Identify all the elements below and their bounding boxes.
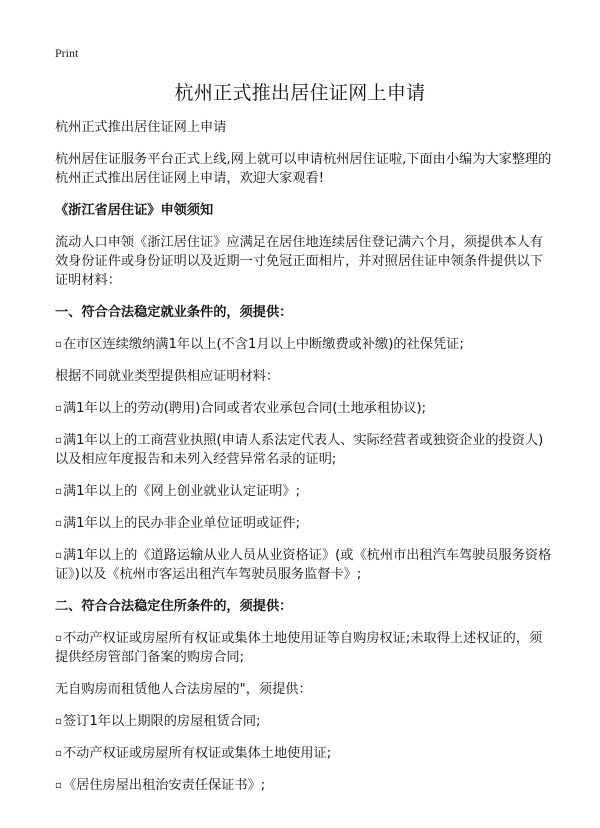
- intro-paragraph: 杭州居住证服务平台正式上线,网上就可以申请杭州居住证啦,下面由小编为大家整理的杭州正式推出居住证网上申请，欢迎大家观看!: [55, 152, 552, 186]
- list-item: [55, 712, 555, 731]
- bullet-icon: ▫: [55, 403, 62, 414]
- bullet-icon: ▫: [55, 518, 62, 529]
- residence-subnote: 无自购房而租赁他人合法房屋的"，须提供：: [55, 682, 312, 697]
- bullet-icon: ▫: [55, 716, 62, 727]
- bullet-icon: ▫: [55, 339, 62, 350]
- list-item: [55, 482, 555, 501]
- list-item-text: 满1年以上的《道路运输从业人员从业资格证》(或《杭州市出租汽车驾驶员服务资格证》)以及《杭州市客运出租汽车驾驶员服务监督卡》;: [55, 548, 552, 582]
- notice-heading: 《浙江省居住证》申领须知: [55, 203, 214, 218]
- list-item: [55, 399, 555, 418]
- list-item-text: 《居住房屋出租治安责任保证书》;: [63, 778, 266, 793]
- document-body: [55, 118, 555, 808]
- residence-heading: 二、符合合法稳定住所条件的，须提供：: [55, 599, 293, 614]
- list-item: [55, 629, 555, 667]
- bullet-icon: ▫: [55, 550, 62, 561]
- list-item: [55, 546, 555, 584]
- list-item: [55, 335, 555, 354]
- employment-heading: 一、符合合法稳定就业条件的，须提供：: [55, 305, 293, 320]
- bullet-icon: ▫: [55, 435, 62, 446]
- notice-paragraph: 流动人口申领《浙江居住证》应满足在居住地连续居住登记满六个月，须提供本人有效身份证件或身份证明以及近期一寸免冠正面相片，并对照居住证申领条件提供以下证明材料：: [55, 235, 543, 288]
- list-item-text: 在市区连续缴纳满1年以上(不含1月以上中断缴费或补缴)的社保凭证;: [63, 337, 464, 352]
- page-title: 杭州正式推出居住证网上申请: [174, 82, 426, 104]
- list-item-text: 满1年以上的劳动(聘用)合同或者农业承包合同(土地承租协议);: [63, 401, 427, 416]
- list-item-text: 满1年以上的《网上创业就业认定证明》;: [63, 484, 301, 499]
- list-item-text: 满1年以上的民办非企业单位证明或证件;: [63, 516, 301, 531]
- list-item-text: 不动产权证或房屋所有权证或集体土地使用证;: [63, 746, 332, 761]
- bullet-icon: ▫: [55, 780, 62, 791]
- bullet-icon: ▫: [55, 486, 62, 497]
- list-item: [55, 776, 555, 795]
- list-item: [55, 744, 555, 763]
- list-item-text: 不动产权证或房屋所有权证或集体土地使用证等自购房权证;未取得上述权证的，须提供经房管部门备案的购房合同;: [55, 631, 543, 665]
- list-item: [55, 431, 555, 469]
- bullet-icon: ▫: [55, 633, 62, 644]
- intro-subtitle: 杭州正式推出居住证网上申请: [55, 120, 227, 135]
- list-item-text: 签订1年以上期限的房屋租赁合同;: [63, 714, 261, 729]
- list-item: [55, 514, 555, 533]
- print-label[interactable]: Print: [55, 46, 79, 60]
- list-item-text: 满1年以上的工商营业执照(申请人系法定代表人、实际经营者或独资企业的投资人)以及相应年度报告和未列入经营异常名录的证明;: [55, 433, 544, 467]
- employment-subnote: 根据不同就业类型提供相应证明材料：: [55, 369, 280, 384]
- bullet-icon: ▫: [55, 748, 62, 759]
